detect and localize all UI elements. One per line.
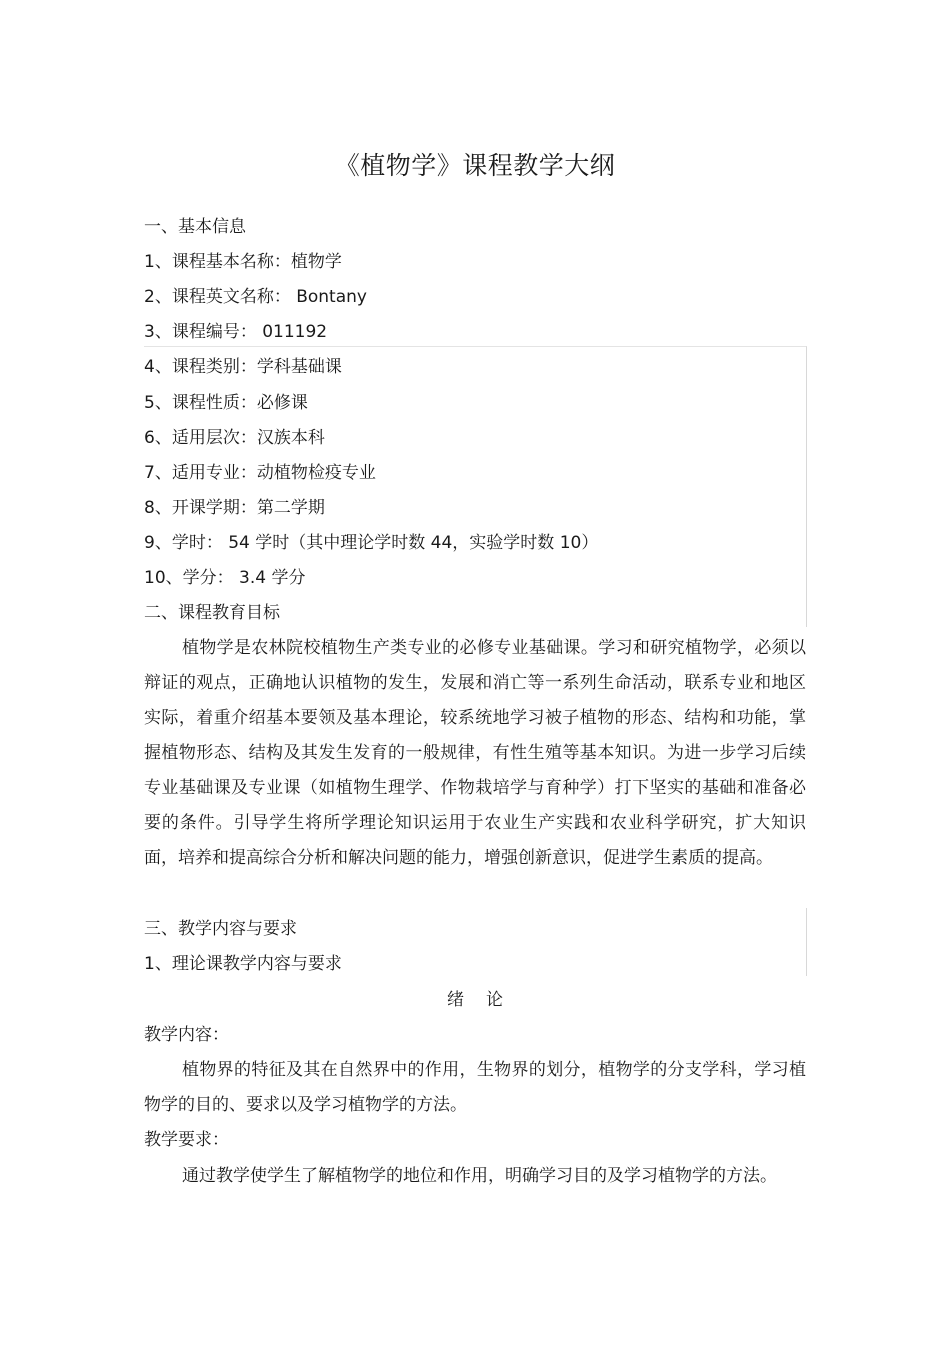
info-item: 6、适用层次：汉族本科: [144, 428, 325, 448]
section-heading-basic-info: 一、基本信息: [144, 217, 246, 237]
info-item: 10、学分： 3.4 学分: [144, 568, 306, 588]
content-label: 教学内容：: [144, 1025, 229, 1045]
info-item: 3、课程编号： 011192: [144, 322, 328, 342]
info-item: 8、开课学期：第二学期: [144, 498, 325, 518]
sub-heading-theory: 1、理论课教学内容与要求: [144, 954, 342, 974]
section-heading-content: 三、教学内容与要求: [144, 919, 297, 939]
chapter-title: 绪论: [447, 990, 525, 1010]
content-paragraph: 植物界的特征及其在自然界中的作用，生物界的划分，植物学的分支学科，学习植物学的目的、要求以及学习植物学的方法。: [144, 1060, 806, 1115]
info-item: 2、课程英文名称： Bontany: [144, 287, 367, 307]
document-title: 《植物学》课程教学大纲: [334, 151, 616, 180]
requirement-label: 教学要求：: [144, 1130, 229, 1150]
section-heading-objectives: 二、课程教育目标: [144, 603, 280, 623]
requirement-paragraph: 通过教学使学生了解植物学的地位和作用，明确学习目的及学习植物学的方法。: [182, 1166, 777, 1186]
info-item: 4、课程类别：学科基础课: [144, 357, 342, 377]
info-item: 1、课程基本名称：植物学: [144, 252, 342, 272]
info-item: 7、适用专业：动植物检疫专业: [144, 463, 376, 483]
objectives-paragraph: 植物学是农林院校植物生产类专业的必修专业基础课。学习和研究植物学，必须以辩证的观点，正确地认识植物的发生，发展和消亡等一系列生命活动，联系专业和地区实际，着重介绍基本要领及基本理论，较系统地学习被子植物的形态、结构和功能，掌握植物形态、结构及其发生发育的一般规律，有性生殖等基本知识。为进一步学习后续专业基础课及专业课（如植物生理学、作物栽培学与育种学）打下坚实的基础和准备必要的条件。引导学生将所学理论知识运用于农业生产实践和农业科学研究，扩大知识面，培养和提高综合分析和解决问题的能力，增强创新意识，促进学生素质的提高。: [144, 638, 806, 868]
info-item: 5、课程性质：必修课: [144, 393, 308, 413]
info-item: 9、学时： 54 学时（其中理论学时数 44，实验学时数 10）: [144, 533, 599, 553]
